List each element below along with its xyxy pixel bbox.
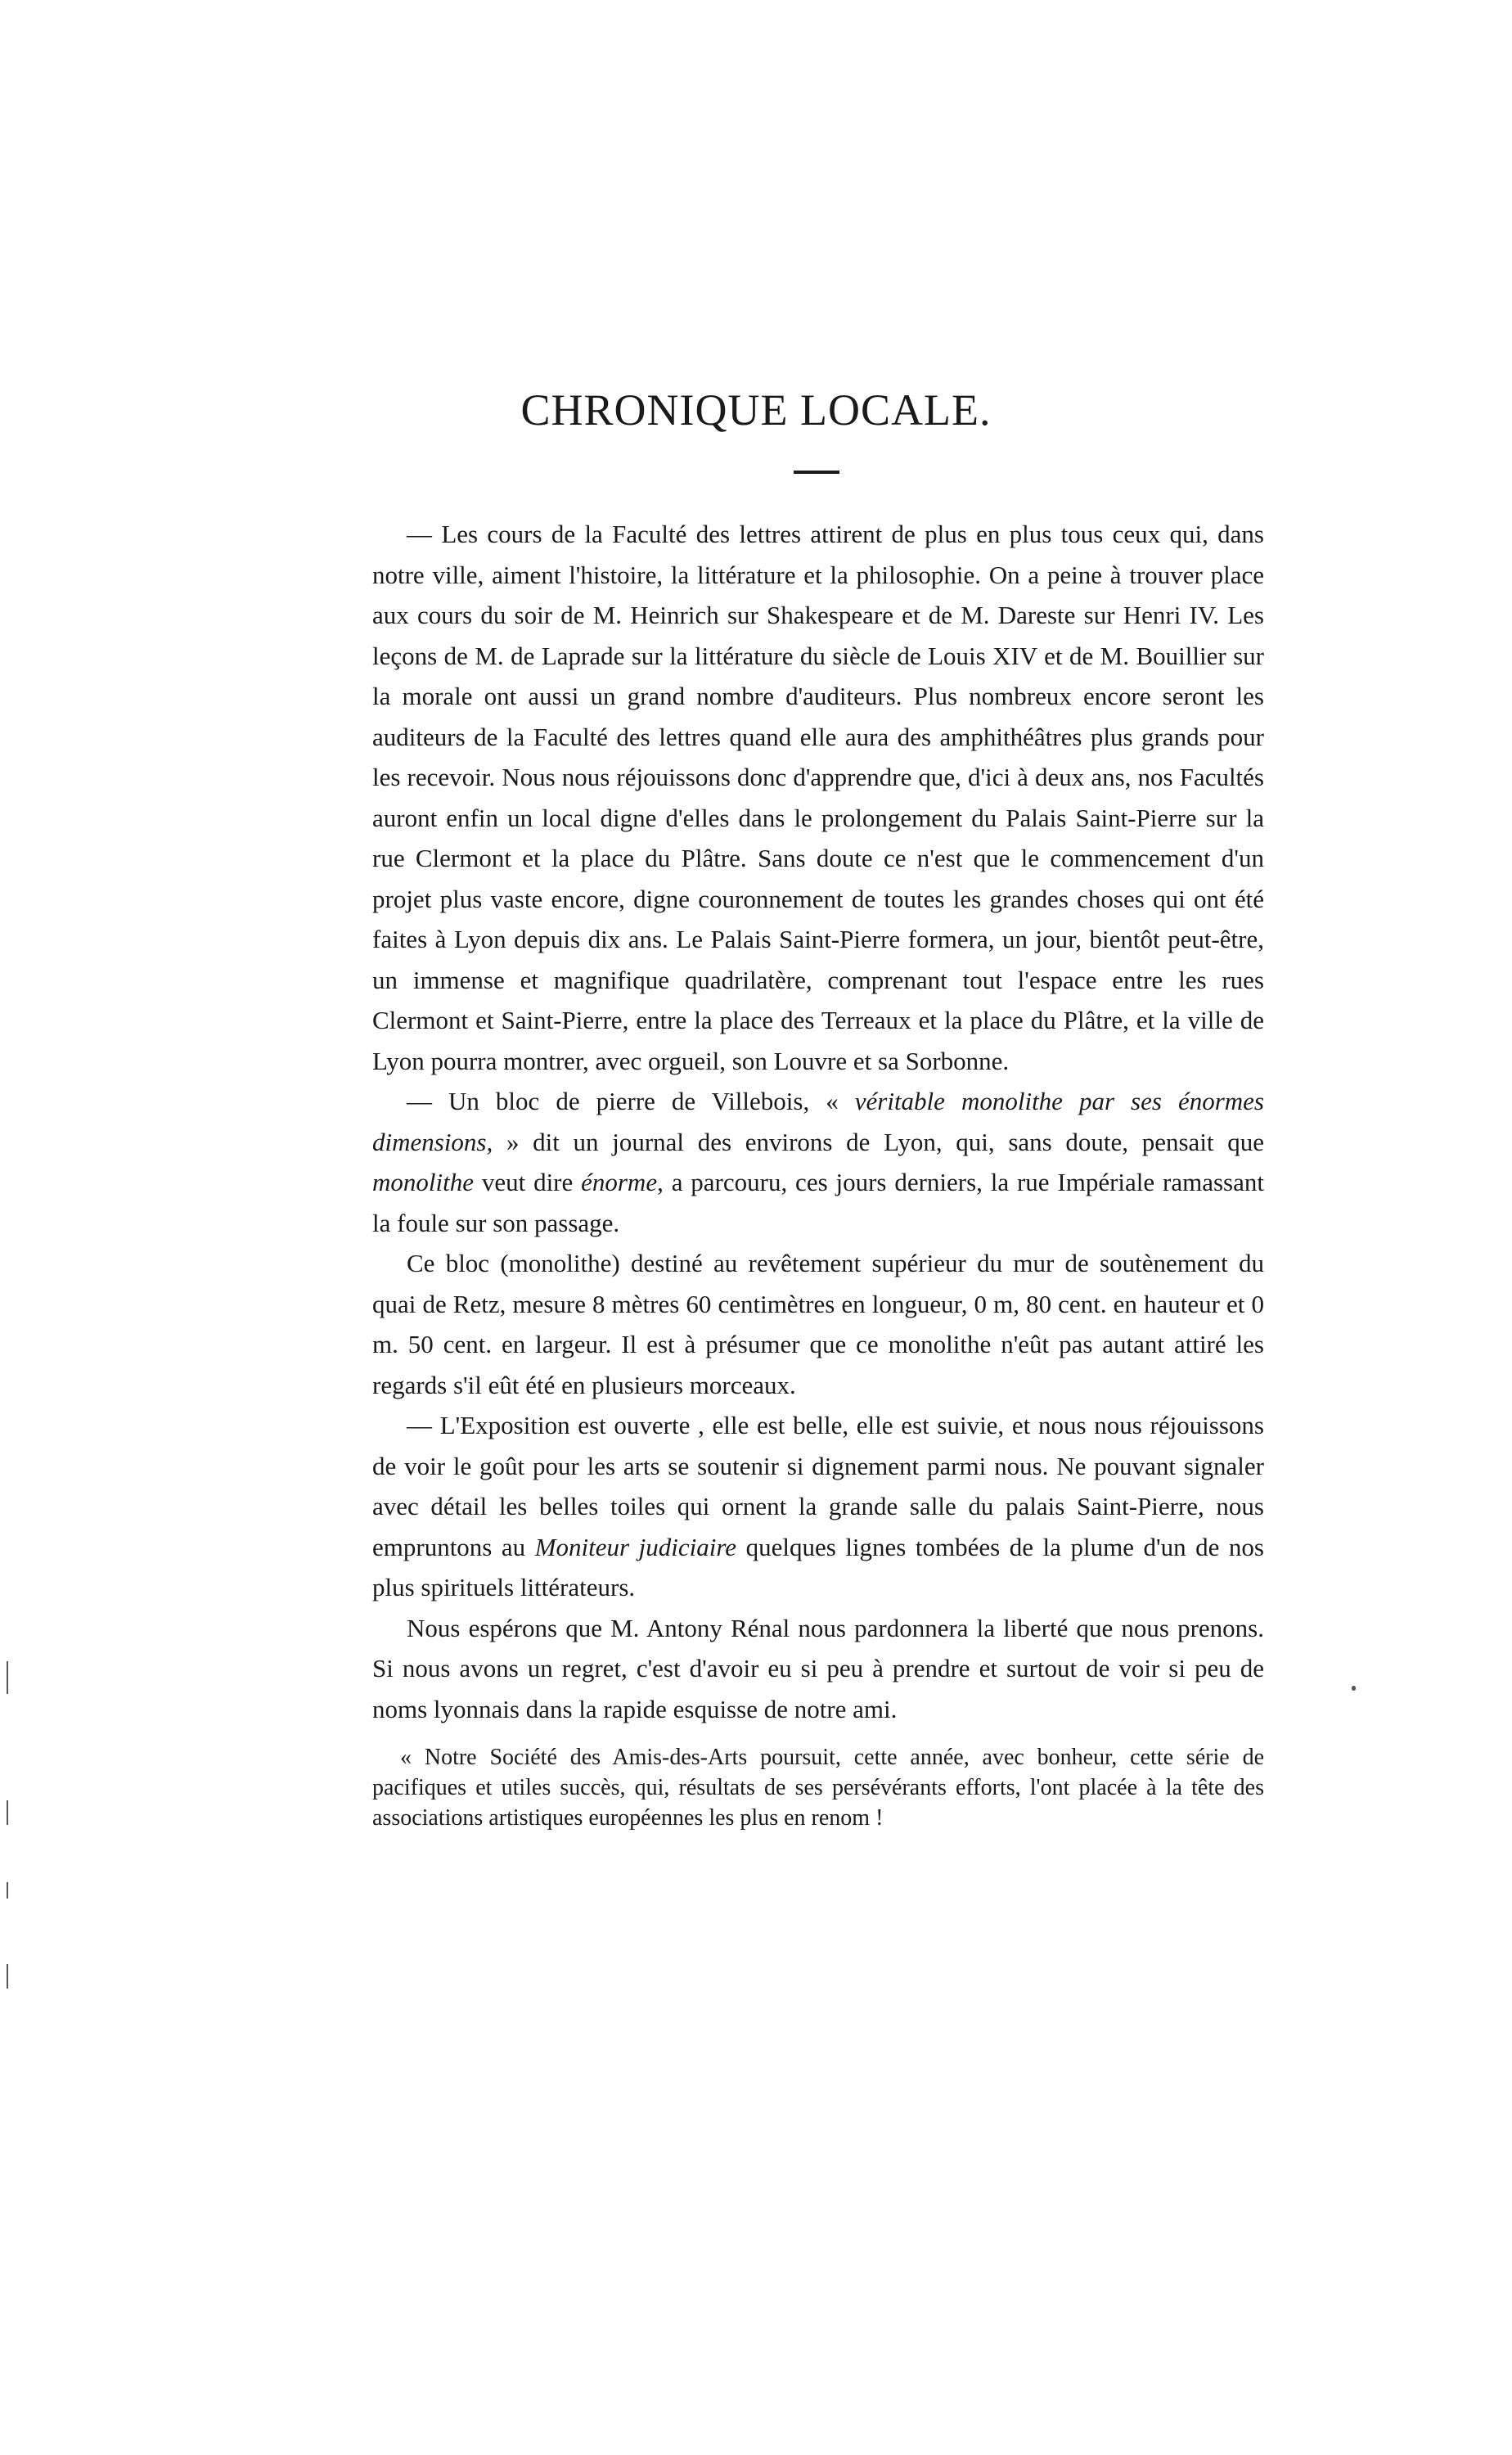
text-run: Ce bloc (monolithe) destiné au revêtement supérieur du mur de soutènement du quai de Retz, mesure 8 mètres 60 centimètres en longueur, 0 m, 80 cent. en hauteur et 0 m. 50 cent. en largeur. Il est à présumer que ce monolithe n'eût pas autant attiré les regards s'il eût été en plusieurs morceaux. xyxy=(372,1249,1264,1399)
text-run: Nous espérons que M. Antony Rénal nous pardonnera la liberté que nous prenons. Si nous avons un regret, c'est d'avoir eu si peu à prendre et surtout de voir si peu de noms lyonnais dans la rapide esquisse de notre ami. xyxy=(372,1613,1264,1723)
text-run: quelques lignes tombées de la plume d'un de nos plus spirituels littérateurs. xyxy=(372,1532,1264,1601)
paragraph-monolithe xyxy=(372,1243,1264,1405)
italic-run: Moniteur judiciaire xyxy=(534,1532,737,1561)
paragraph-faculte xyxy=(372,514,1264,1081)
italic-run: énorme xyxy=(581,1168,658,1196)
paragraph-antony-renal xyxy=(372,1608,1264,1730)
text-run: — L'Exposition est ouverte , elle est belle, elle est suivie, et nous nous réjouissons de voir le goût pour les arts se soutenir si dignement parmi nous. Ne pouvant signaler avec détail les belles toiles qui ornent la grande salle du palais Saint-Pierre, nous empruntons au xyxy=(372,1411,1264,1561)
text-run: — Un bloc de pierre de Villebois, « xyxy=(407,1087,855,1115)
text-run: veut dire xyxy=(474,1168,582,1196)
text-run: » dit un journal des environs de Lyon, qui, sans doute, pensait que xyxy=(493,1127,1264,1156)
paragraph-bloc-de-pierre xyxy=(372,1081,1264,1243)
title-rule xyxy=(794,471,839,474)
text-run: — Les cours de la Faculté des lettres attirent de plus en plus tous ceux qui, dans notre ville, aiment l'histoire, la littérature et la philosophie. On a peine à trouver place aux cours du soir de M. Heinrich sur Shakespeare et de M. Dareste sur Henri IV. Les leçons de M. de Laprade sur la littérature du siècle de Louis XIV et de M. Bouillier sur la morale ont aussi un grand nombre d'auditeurs. Plus nombreux encore seront les auditeurs de la Faculté des lettres quand elle aura des amphithéâtres plus grands pour les recevoir. Nous nous réjouissons donc d'apprendre que, d'ici à deux ans, nos Facultés auront enfin un local digne d'elles dans le prolongement du Palais Saint-Pierre sur la rue Clermont et la place du Plâtre. Sans doute ce n'est que le commencement d'un projet plus vaste encore, digne couronnement de toutes les grandes choses qui ont été faites à Lyon depuis dix ans. Le Palais Saint-Pierre formera, un jour, bientôt peut-être, un immense et magnifique quadrilatère, comprenant tout l'espace entre les rues Clermont et Saint-Pierre, entre la place des Terreaux et la place du Plâtre, et la ville de Lyon pourra montrer, avec orgueil, son Louvre et sa Sorbonne. xyxy=(372,520,1264,1075)
text-run: , a parcouru, ces jours derniers, la rue Impériale ramassant la foule sur son passage. xyxy=(372,1168,1264,1237)
italic-run: monolithe xyxy=(372,1168,474,1196)
italic-run: véritable monolithe par ses énormes dimensions, xyxy=(372,1087,1264,1156)
quote-amis-des-arts: « Notre Société des Amis-des-Arts poursuit, cette année, avec bonheur, cette série de pacifiques et utiles succès, qui, résultats de ses persévérants efforts, l'ont placée à la tête des associations artistiques européennes les plus en renom ! xyxy=(372,1745,1264,1831)
article-body xyxy=(372,514,1264,1856)
page-title: CHRONIQUE LOCALE. xyxy=(520,385,992,435)
paragraph-exposition xyxy=(372,1405,1264,1608)
